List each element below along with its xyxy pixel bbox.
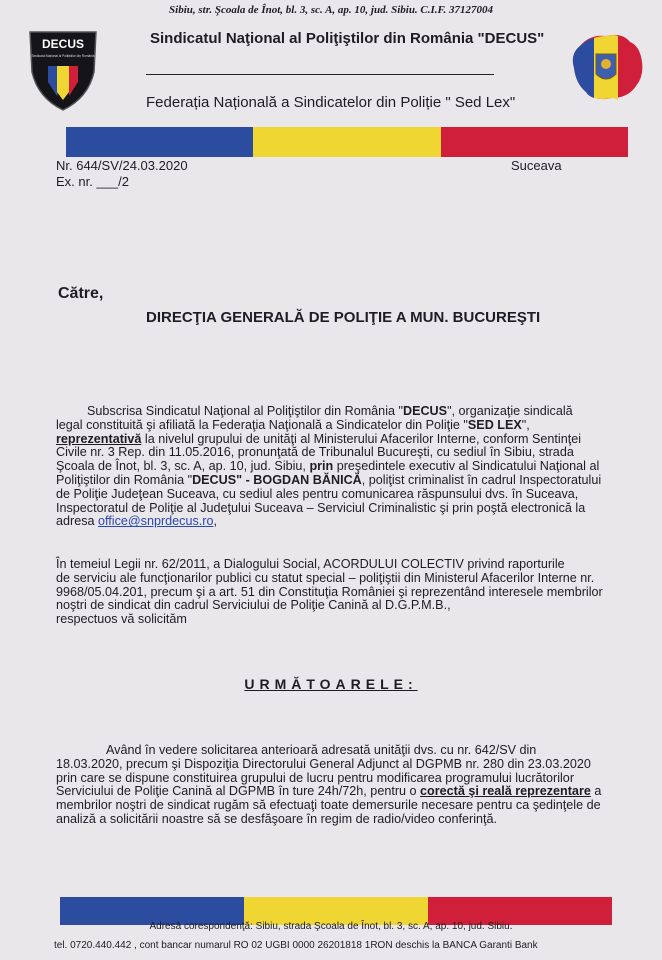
tricolor-stripe-top <box>66 127 628 157</box>
registration-number: Nr. 644/SV/24.03.2020 <box>56 158 188 173</box>
decus-logo <box>26 26 100 112</box>
romania-map-icon <box>566 28 646 106</box>
location: Suceava <box>511 158 562 173</box>
header-address: Sibiu, str. Şcoala de Înot, bl. 3, sc. A, ap. 10, jud. Sibiu. C.I.F. 37127004 <box>169 4 493 16</box>
footer-address: Adresă corespondenţă: Sibiu, strada Şcoala de Înot, bl. 3, sc. A, ap. 10, jud. Sibiu. <box>149 921 513 932</box>
header-rule <box>146 74 494 75</box>
federation-name: Federația Națională a Sindicatelor din Poliție " Sed Lex" <box>146 94 516 111</box>
paragraph-intro: Subscrisa Sindicatul Naţional al Poliţiştilor din România "DECUS", organizaţie sindicală legal constituită şi afiliată la Federaţia Naţională a Sindicatelor din Poliţie "SED LEX", reprezentativă la nivelul grupului de unităţi al Ministerului Afacerilor Interne, conform Sentinţei Civile nr. 3 Rep. din 11.05.2016, pronunţată de Tribunalul Bucureşti, cu sediul în Sibiu, strada Şcoala de Înot, bl. 3, sc. A, ap. 10, jud. Sibiu, prin preşedintele executiv al Sindicatului Naţional al Poliţiştilor din România "DECUS" - BOGDAN BĂNICĂ, poliţist criminalist în cadrul Inspectoratului de Poliţie Judeţean Suceava, cu sediul ales pentru comunicarea răspunsului dvs. în Suceava, Inspectoratul de Poliţie al Judeţului Suceava – Serviciul Criminalistic şi prin poştă electronică la adresa office@snprdecus.ro, <box>56 404 602 529</box>
recipient-label: Către, <box>58 285 104 302</box>
paragraph-request: Având în vedere solicitarea anterioară adresată unităţii dvs. cu nr. 642/SV din 18.03.2020, precum şi Dispoziţia Directorului General Adjunct al DGPMB nr. 280 din 23.03.2020 prin care se dispune constituirea grupului de lucru pentru modificarea programului lucrătorilor Serviciului de Poliţie Canină al DGPMB în ture 24h/72h, pentru o corectă şi reală reprezentare a membrilor noştri de sindicat rugăm să efectuaţi toate demersurile necesare pentru ca şedinţele de analiză a solicitării noastre să se desfăşoare în regim de radio/video conferinţă. <box>56 743 602 826</box>
recipient-name: DIRECŢIA GENERALĂ DE POLIŢIE A MUN. BUCUREŞTI <box>146 309 541 326</box>
org-name: Sindicatul Naţional al Poliţiştilor din România "DECUS" <box>150 30 545 47</box>
email-link[interactable]: office@snprdecus.ro <box>98 514 214 529</box>
logo-title: DECUS <box>41 37 85 51</box>
copy-number: Ex. nr. ___/2 <box>56 174 129 189</box>
section-heading: URMĂTOARELE: <box>244 676 418 692</box>
logo-subtitle: Sindicatul Național al Polițiștilor din România <box>31 54 95 58</box>
paragraph-legal-basis: În temeiul Legii nr. 62/2011, a Dialogului Social, ACORDULUI COLECTIV privind raporturile de serviciu ale funcţionarilor publici cu statut special – poliţiştii din Ministerul Afacerilor Interne nr. 9968/05.04.201, precum şi a art. 51 din Constituţia României şi reprezentând interesele membrilor noştri de sindicat din cadrul Serviciului de Poliţie Canină al D.G.P.M.B., respectuos vă solicităm <box>56 557 603 627</box>
footer-contact: tel. 0720.440.442 , cont bancar numarul RO 02 UGBI 0000 26201818 1RON deschis la BANCA Garanti Bank <box>54 940 538 951</box>
